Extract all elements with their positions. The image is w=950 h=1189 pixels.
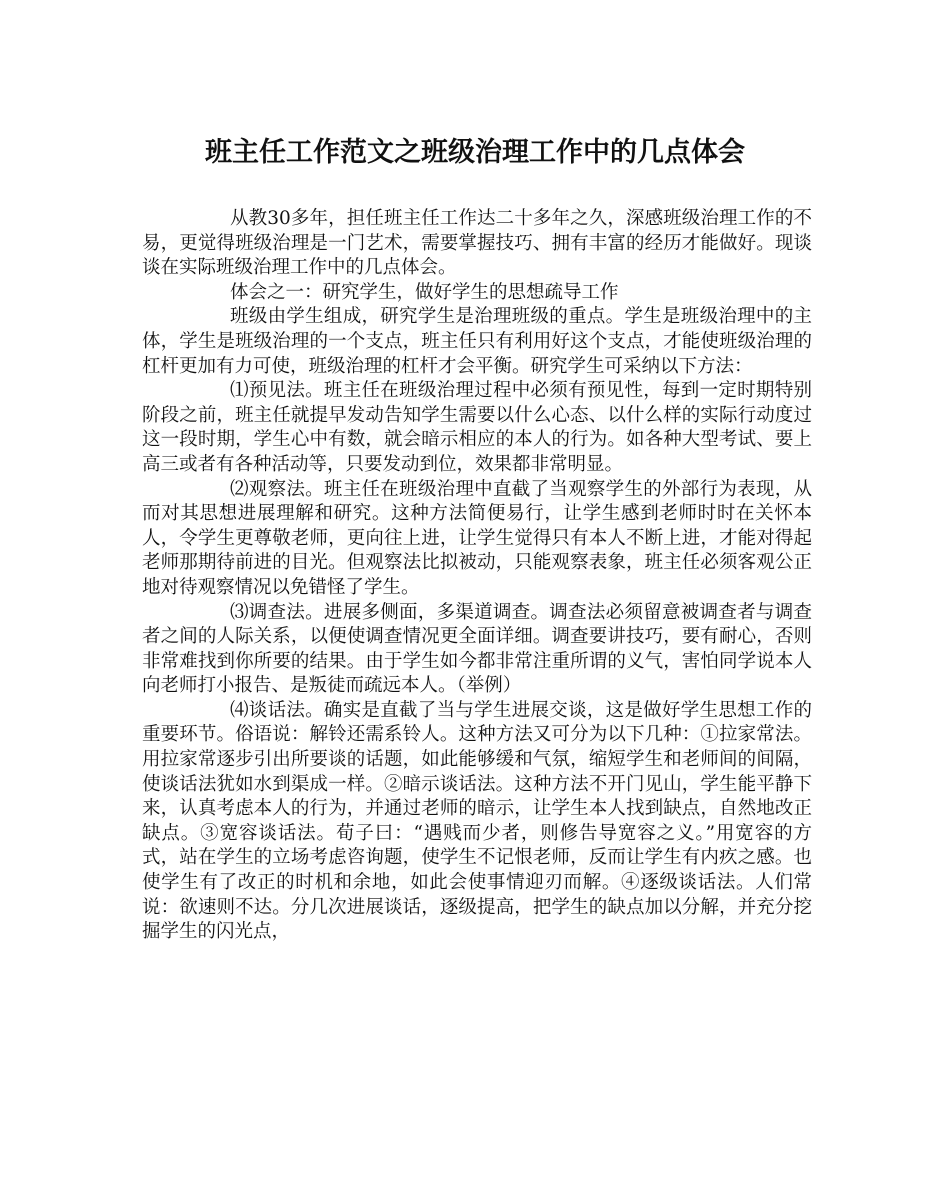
section-heading: 体会之一：研究学生，做好学生的思想疏导工作 (230, 281, 619, 303)
paragraph-method-3: ⑶调查法。进展多侧面，多渠道调查。调查法必须留意被调查者与调查者之间的人际关系，以便使调查情况更全面详细。调查要讲技巧，要有耐心，否则非常难找到你所要的结果。由于学生如今都非常注重所谓的义气，害怕同学说本人向老师打小报告、是叛徒而疏远本人。（举例） (142, 601, 812, 697)
document-body (142, 207, 812, 945)
paragraph-method-1: ⑴预见法。班主任在班级治理过程中必须有预见性，每到一定时期特别阶段之前，班主任就提早发动告知学生需要以什么心态、以什么样的实际行动度过这一段时期，学生心中有数，就会暗示相应的本人的行为。如各种大型考试、要上高三或者有各种活动等，只要发动到位，效果都非常明显。 (142, 380, 812, 475)
paragraph-intro: 从教30多年，担任班主任工作达二十多年之久，深感班级治理工作的不易，更觉得班级治理是一门艺术，需要掌握技巧、拥有丰富的经历才能做好。现谈谈在实际班级治理工作中的几点体会。 (142, 208, 812, 279)
document-title: 班主任工作范文之班级治理工作中的几点体会 (205, 137, 745, 168)
paragraph-method-2: ⑵观察法。班主任在班级治理中直截了当观察学生的外部行为表现，从而对其思想进展理解和研究。这种方法简便易行，让学生感到老师时时在关怀本人，令学生更尊敬老师，更向往上进，让学生觉得只有本人不断上进，才能对得起老师那期待前进的目光。但观察法比拟被动，只能观察表象，班主任必须客观公正地对待观察情况以免错怪了学生。 (142, 478, 812, 598)
paragraph-research: 班级由学生组成，研究学生是治理班级的重点。学生是班级治理中的主体，学生是班级治理的一个支点，班主任只有利用好这个支点，才能使班级治理的杠杆更加有力可使，班级治理的杠杆才会平衡。研究学生可采纳以下方法： (142, 306, 812, 377)
paragraph-method-4: ⑷谈话法。确实是直截了当与学生进展交谈，这是做好学生思想工作的重要环节。俗语说：解铃还需系铃人。这种方法又可分为以下几种：①拉家常法。用拉家常逐步引出所要谈的话题，如此能够缓和气氛，缩短学生和老师间的间隔，使谈话法犹如水到渠成一样。②暗示谈话法。这种方法不开门见山，学生能平静下来，认真考虑本人的行为，并通过老师的暗示，让学生本人找到缺点，自然地改正缺点。③宽容谈话法。荀子曰：“遇贱而少者，则修告导宽容之义。”用宽容的方式，站在学生的立场考虑咨询题，使学生不记恨老师，反而让学生有内疚之感。也使学生有了改正的时机和余地，如此会使事情迎刃而解。④逐级谈话法。人们常说：欲速则不达。分几次进展谈话，逐级提高，把学生的缺点加以分解，并充分挖掘学生的闪光点， (142, 699, 812, 943)
